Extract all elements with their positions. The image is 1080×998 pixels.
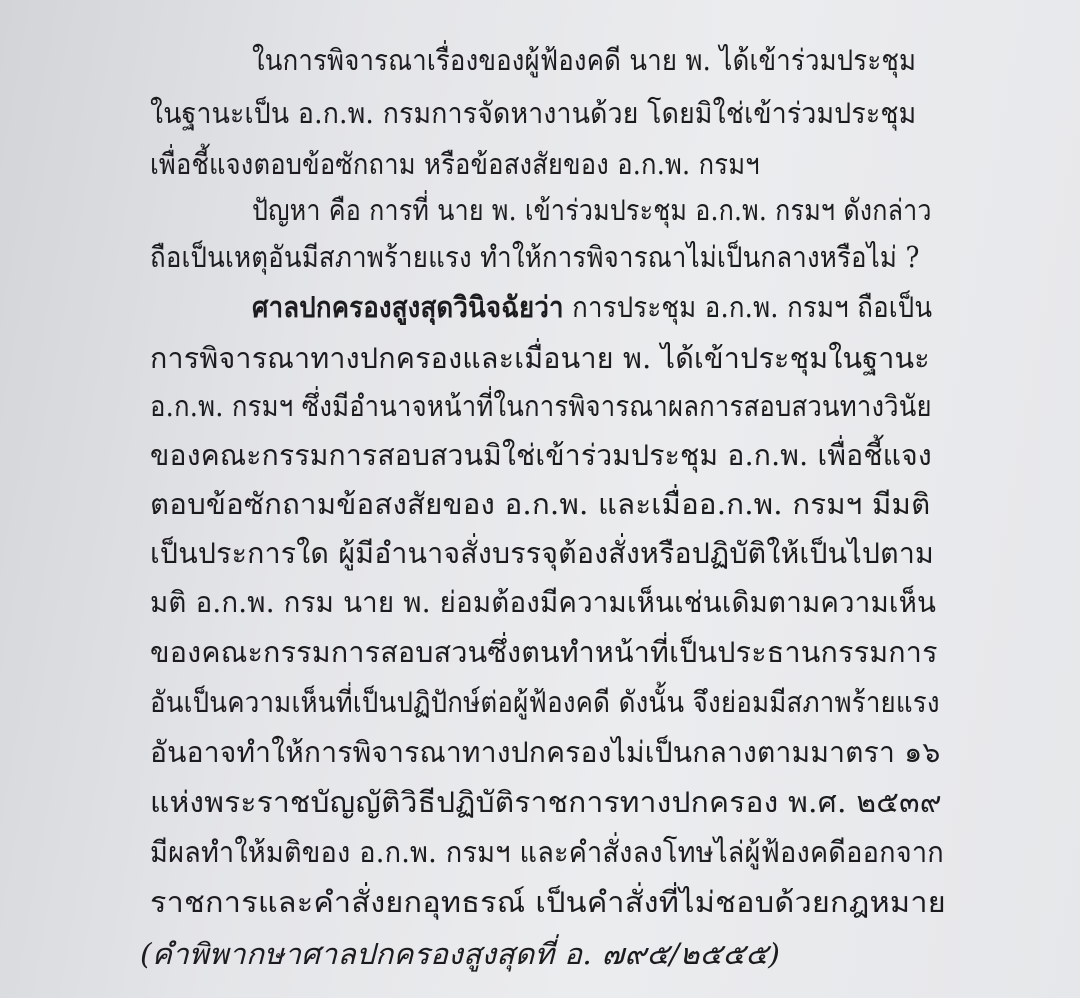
paragraph-3-line: ราชการและคำสั่งยกอุทธรณ์ เป็นคำสั่งที่ไม่ชอบด้วยกฎหมาย [150,885,946,919]
paragraph-3-line: อ.ก.พ. กรมฯ ซึ่งมีอำนาจหน้าที่ในการพิจารณาผลการสอบสวนทางวินัย [150,389,932,423]
paragraph-2-line-1: ปัญหา คือ การที่ นาย พ. เข้าร่วมประชุม อ.ก.พ. กรมฯ ดังกล่าว [252,193,932,227]
court-ruling-lead-text: การประชุม อ.ก.พ. กรมฯ ถือเป็น [563,290,933,324]
paragraph-3-line-1 [252,290,933,324]
paragraph-3-line: ตอบข้อซักถามข้อสงสัยของ อ.ก.พ. และเมื่ออ.ก.พ. กรมฯ มีมติ [150,487,931,521]
court-ruling-heading: ศาลปกครองสูงสุดวินิจฉัยว่า [252,290,564,324]
paragraph-3-line: มีผลทำให้มติของ อ.ก.พ. กรมฯ และคำสั่งลงโทษไล่ผู้ฟ้องคดีออกจาก [150,835,944,869]
paragraph-2-line-2: ถือเป็นเหตุอันมีสภาพร้ายแรง ทำให้การพิจารณาไม่เป็นกลางหรือไม่ ? [150,240,920,274]
paragraph-3-line: การพิจารณาทางปกครองและเมื่อนาย พ. ได้เข้าประชุมในฐานะ [150,341,930,375]
paragraph-1-line-2: ในฐานะเป็น อ.ก.พ. กรมการจัดหางานด้วย โดยมิใช่เข้าร่วมประชุม [150,96,917,130]
paragraph-3-line: มติ อ.ก.พ. กรม นาย พ. ย่อมต้องมีความเห็นเช่นเดิมตามความเห็น [150,585,937,619]
paragraph-3-line: อันอาจทำให้การพิจารณาทางปกครองไม่เป็นกลางตามมาตรา ๑๖ [150,735,941,769]
paragraph-3-line: อันเป็นความเห็นที่เป็นปฏิปักษ์ต่อผู้ฟ้องคดี ดังนั้น จึงย่อมมีสภาพร้ายแรง [150,685,940,719]
paragraph-1-line-1: ในการพิจารณาเรื่องของผู้ฟ้องคดี นาย พ. ได้เข้าร่วมประชุม [252,43,917,77]
case-citation: (คำพิพากษาศาลปกครองสูงสุดที่ อ. ๗๙๕/๒๕๕๕) [140,937,781,971]
paragraph-3-line: ของคณะกรรมการสอบสวนซึ่งตนทำหน้าที่เป็นประธานกรรมการ [150,635,938,669]
paragraph-3-line: เป็นประการใด ผู้มีอำนาจสั่งบรรจุต้องสั่งหรือปฏิบัติให้เป็นไปตาม [150,536,935,570]
paragraph-3-line: แห่งพระราชบัญญัติวิธีปฏิบัติราชการทางปกครอง พ.ศ. ๒๕๓๙ [150,785,942,819]
paragraph-1-line-3: เพื่อชี้แจงตอบข้อซักถาม หรือข้อสงสัยของ อ.ก.พ. กรมฯ [150,147,760,181]
paragraph-3-line: ของคณะกรรมการสอบสวนมิใช่เข้าร่วมประชุม อ.ก.พ. เพื่อชี้แจง [150,438,932,472]
